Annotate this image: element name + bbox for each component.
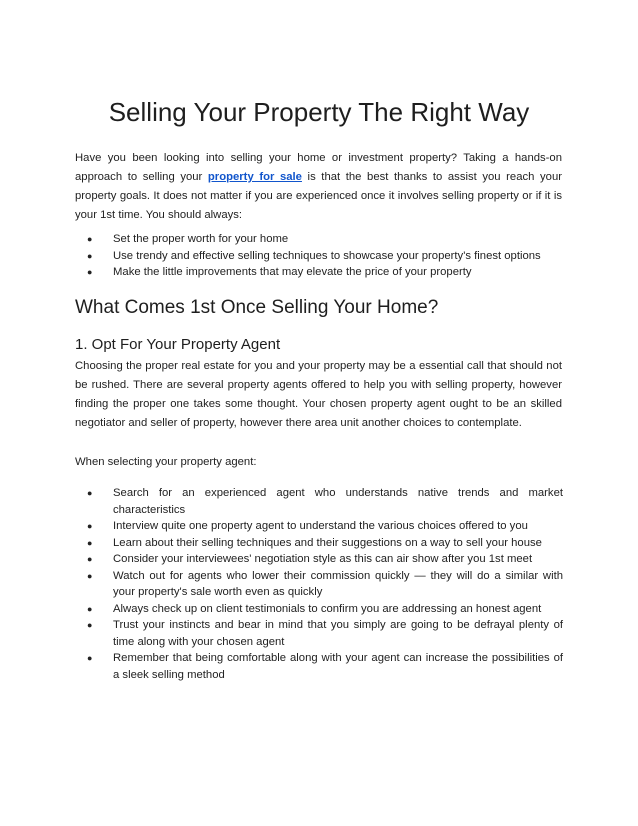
list-item-text: Interview quite one property agent to understand the various choices offered to you — [113, 520, 528, 532]
list-item-text: Learn about their selling techniques and their suggestions on a way to sell your house — [113, 536, 542, 549]
property-for-sale-link[interactable]: property for sale — [207, 171, 302, 183]
bullet-icon: ● — [87, 537, 93, 548]
list-item-text: Trust your instincts and bear in mind that you simply are going to be defrayal plenty of time along with your chosen agent — [113, 619, 563, 648]
list-item — [87, 485, 563, 518]
list-item — [87, 264, 563, 281]
list-item — [87, 248, 563, 265]
bullet-icon: ● — [87, 521, 93, 531]
bullet-icon: ● — [87, 653, 93, 663]
list-item-text: Set the proper worth for your home — [113, 233, 289, 245]
list-item — [87, 518, 563, 535]
page-title: Selling Your Property The Right Way — [108, 97, 530, 127]
bullet-icon: ● — [87, 267, 93, 277]
bullet-icon: ● — [87, 250, 93, 261]
bullet-icon: ● — [87, 603, 93, 614]
list-item-text: Always check up on client testimonials to confirm you are addressing an honest agent — [113, 602, 542, 615]
list-item-text: Use trendy and effective selling techniques to showcase your property's finest options — [113, 249, 541, 262]
section-heading: What Comes 1st Once Selling Your Home? — [75, 297, 439, 318]
list-item-text: Watch out for agents who lower their commission quickly — they will do a similar with your property's sale worth even as quickly — [113, 569, 563, 598]
bullet-icon: ● — [87, 620, 93, 630]
list-item-text: Remember that being comfortable along with your agent can increase the possibilities of a sleek selling method — [113, 652, 563, 681]
list-item-text: Consider your interviewees' negotiation style as this can air show after you 1st meet — [113, 553, 533, 565]
list-item — [87, 535, 563, 552]
bullet-icon: ● — [87, 554, 93, 564]
selecting-intro: When selecting your property agent: — [75, 456, 257, 468]
list-item-text: Make the little improvements that may elevate the price of your property — [113, 266, 472, 278]
subsection-heading: 1. Opt For Your Property Agent — [75, 336, 281, 353]
list-item — [87, 568, 563, 601]
bullet-icon: ● — [87, 488, 93, 498]
intro-text-after: is that the best thanks to assist you reach your property goals. It does not matter if you are experienced once it involves selling property or if it is your 1st time. You should always: — [75, 171, 562, 221]
bullet-icon: ● — [87, 570, 93, 581]
agent-paragraph: Choosing the proper real estate for you and your property may be a essential call that should not be rushed. There are several property agents offered to help you with selling property, however finding the proper one takes some thought. Your chosen property agent ought to be an skilled negotiator and seller of property, however there area unit another choices to contemplate. — [75, 360, 562, 429]
list-item — [87, 551, 563, 568]
list-item-text: Search for an experienced agent who understands native trends and market characteristics — [113, 487, 563, 516]
intro-bullet-list — [87, 231, 563, 281]
list-item — [87, 231, 563, 248]
intro-text-before: Have you been looking into selling your home or investment property? Taking a hands-on approach to selling your — [75, 152, 562, 183]
agent-bullet-list — [87, 485, 563, 683]
list-item — [87, 650, 563, 683]
list-item — [87, 617, 563, 650]
list-item — [87, 601, 563, 618]
bullet-icon: ● — [87, 234, 93, 244]
intro-paragraph — [75, 149, 562, 225]
